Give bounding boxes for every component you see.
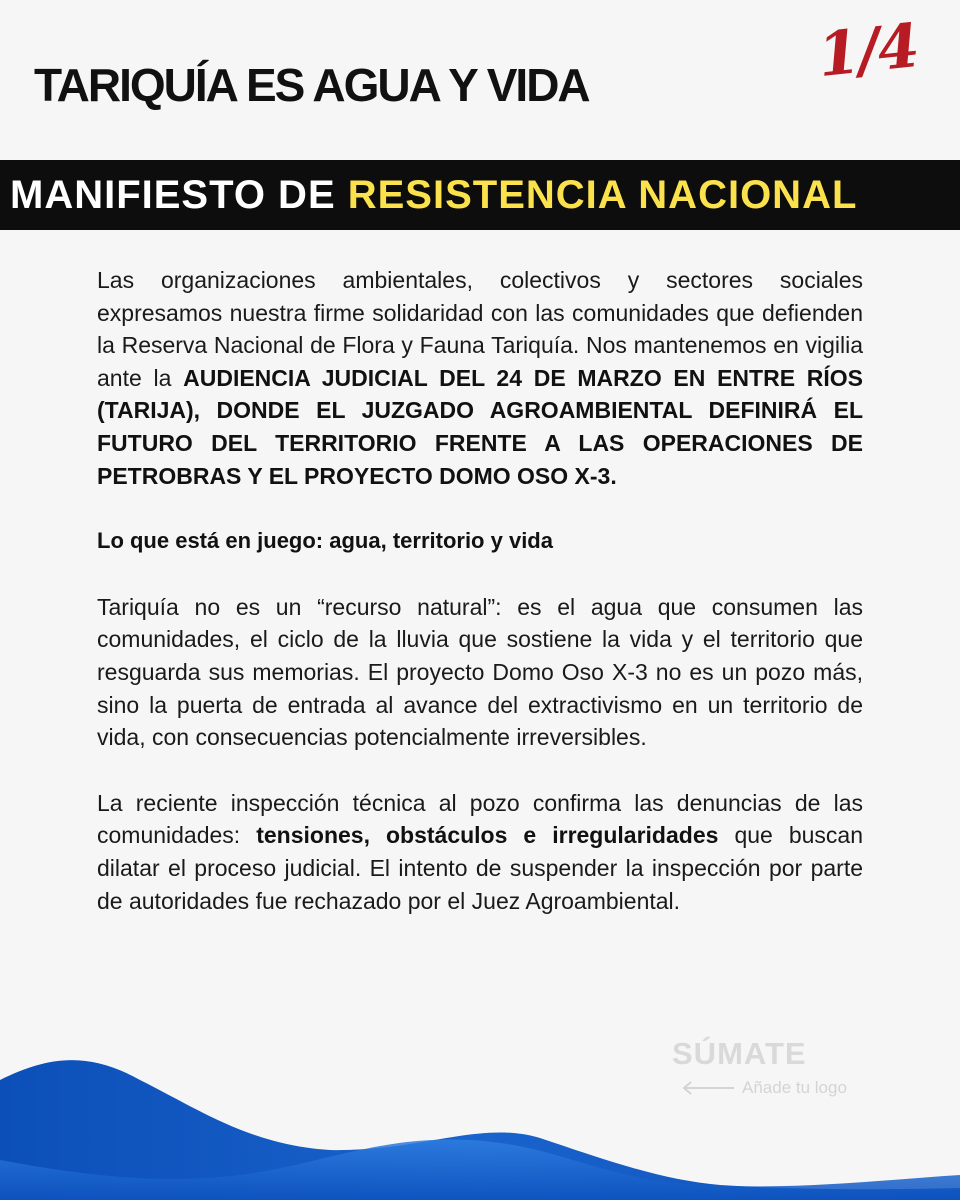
paragraph-intro-text: Las organizaciones ambientales, colectivos y sectores sociales expresamos nuestra firme solidaridad con las comunidades que defienden la Reserva Nacional de Flora y Fauna Tariquía. Nos mantenemos en vigilia ante la (97, 267, 863, 391)
logo-hint-label: Añade tu logo (742, 1078, 847, 1097)
paragraph-stakes: Tariquía no es un “recurso natural”: es el agua que consumen las comunidades, el ciclo de la lluvia que sostiene la vida y el territorio que resguarda sus memorias. El proyecto Domo Oso X-3 no es un pozo más, sino la puerta de entrada al avance del extractivismo en un territorio de vida, con consecuencias potencialmente irreversibles. (97, 593, 863, 751)
page-number: 1/4 (814, 10, 921, 92)
section-heading: Lo que está en juego: agua, territorio y vida (97, 528, 553, 554)
page-title: TARIQUÍA ES AGUA Y VIDA (34, 59, 589, 111)
paragraph-inspection-end: que buscan dilatar el proceso judicial. El intento de suspender la inspección por parte de autoridades fue rechazado por el Juez Agroambiental. (97, 822, 863, 914)
banner-text-highlight: RESISTENCIA NACIONAL (347, 172, 858, 217)
banner-text (10, 173, 857, 218)
brand-watermark: SÚMATE (672, 1036, 807, 1071)
manifesto-body (97, 264, 863, 950)
paragraph-inspection-bold: tensiones, obstáculos e irregularidades (256, 822, 719, 849)
paragraph-inspection-start: La reciente inspección técnica al pozo confirma las denuncias de las comunidades: (97, 789, 863, 849)
title-banner (0, 160, 960, 230)
paragraph-inspection (97, 787, 863, 917)
banner-text-plain: MANIFIESTO DE (10, 172, 348, 217)
logo-hint (680, 1076, 880, 1100)
arrow-left-icon (680, 1080, 736, 1096)
paragraph-intro-bold: AUDIENCIA JUDICIAL DEL 24 DE MARZO EN ENTRE RÍOS (TARIJA), DONDE EL JUZGADO AGROAMBIENTAL DEFINIRÁ EL FUTURO DEL TERRITORIO FRENTE A LAS OPERACIONES DE PETROBRAS Y EL PROYECTO DOMO OSO X-3. (97, 364, 863, 489)
paragraph-intro (97, 264, 863, 492)
